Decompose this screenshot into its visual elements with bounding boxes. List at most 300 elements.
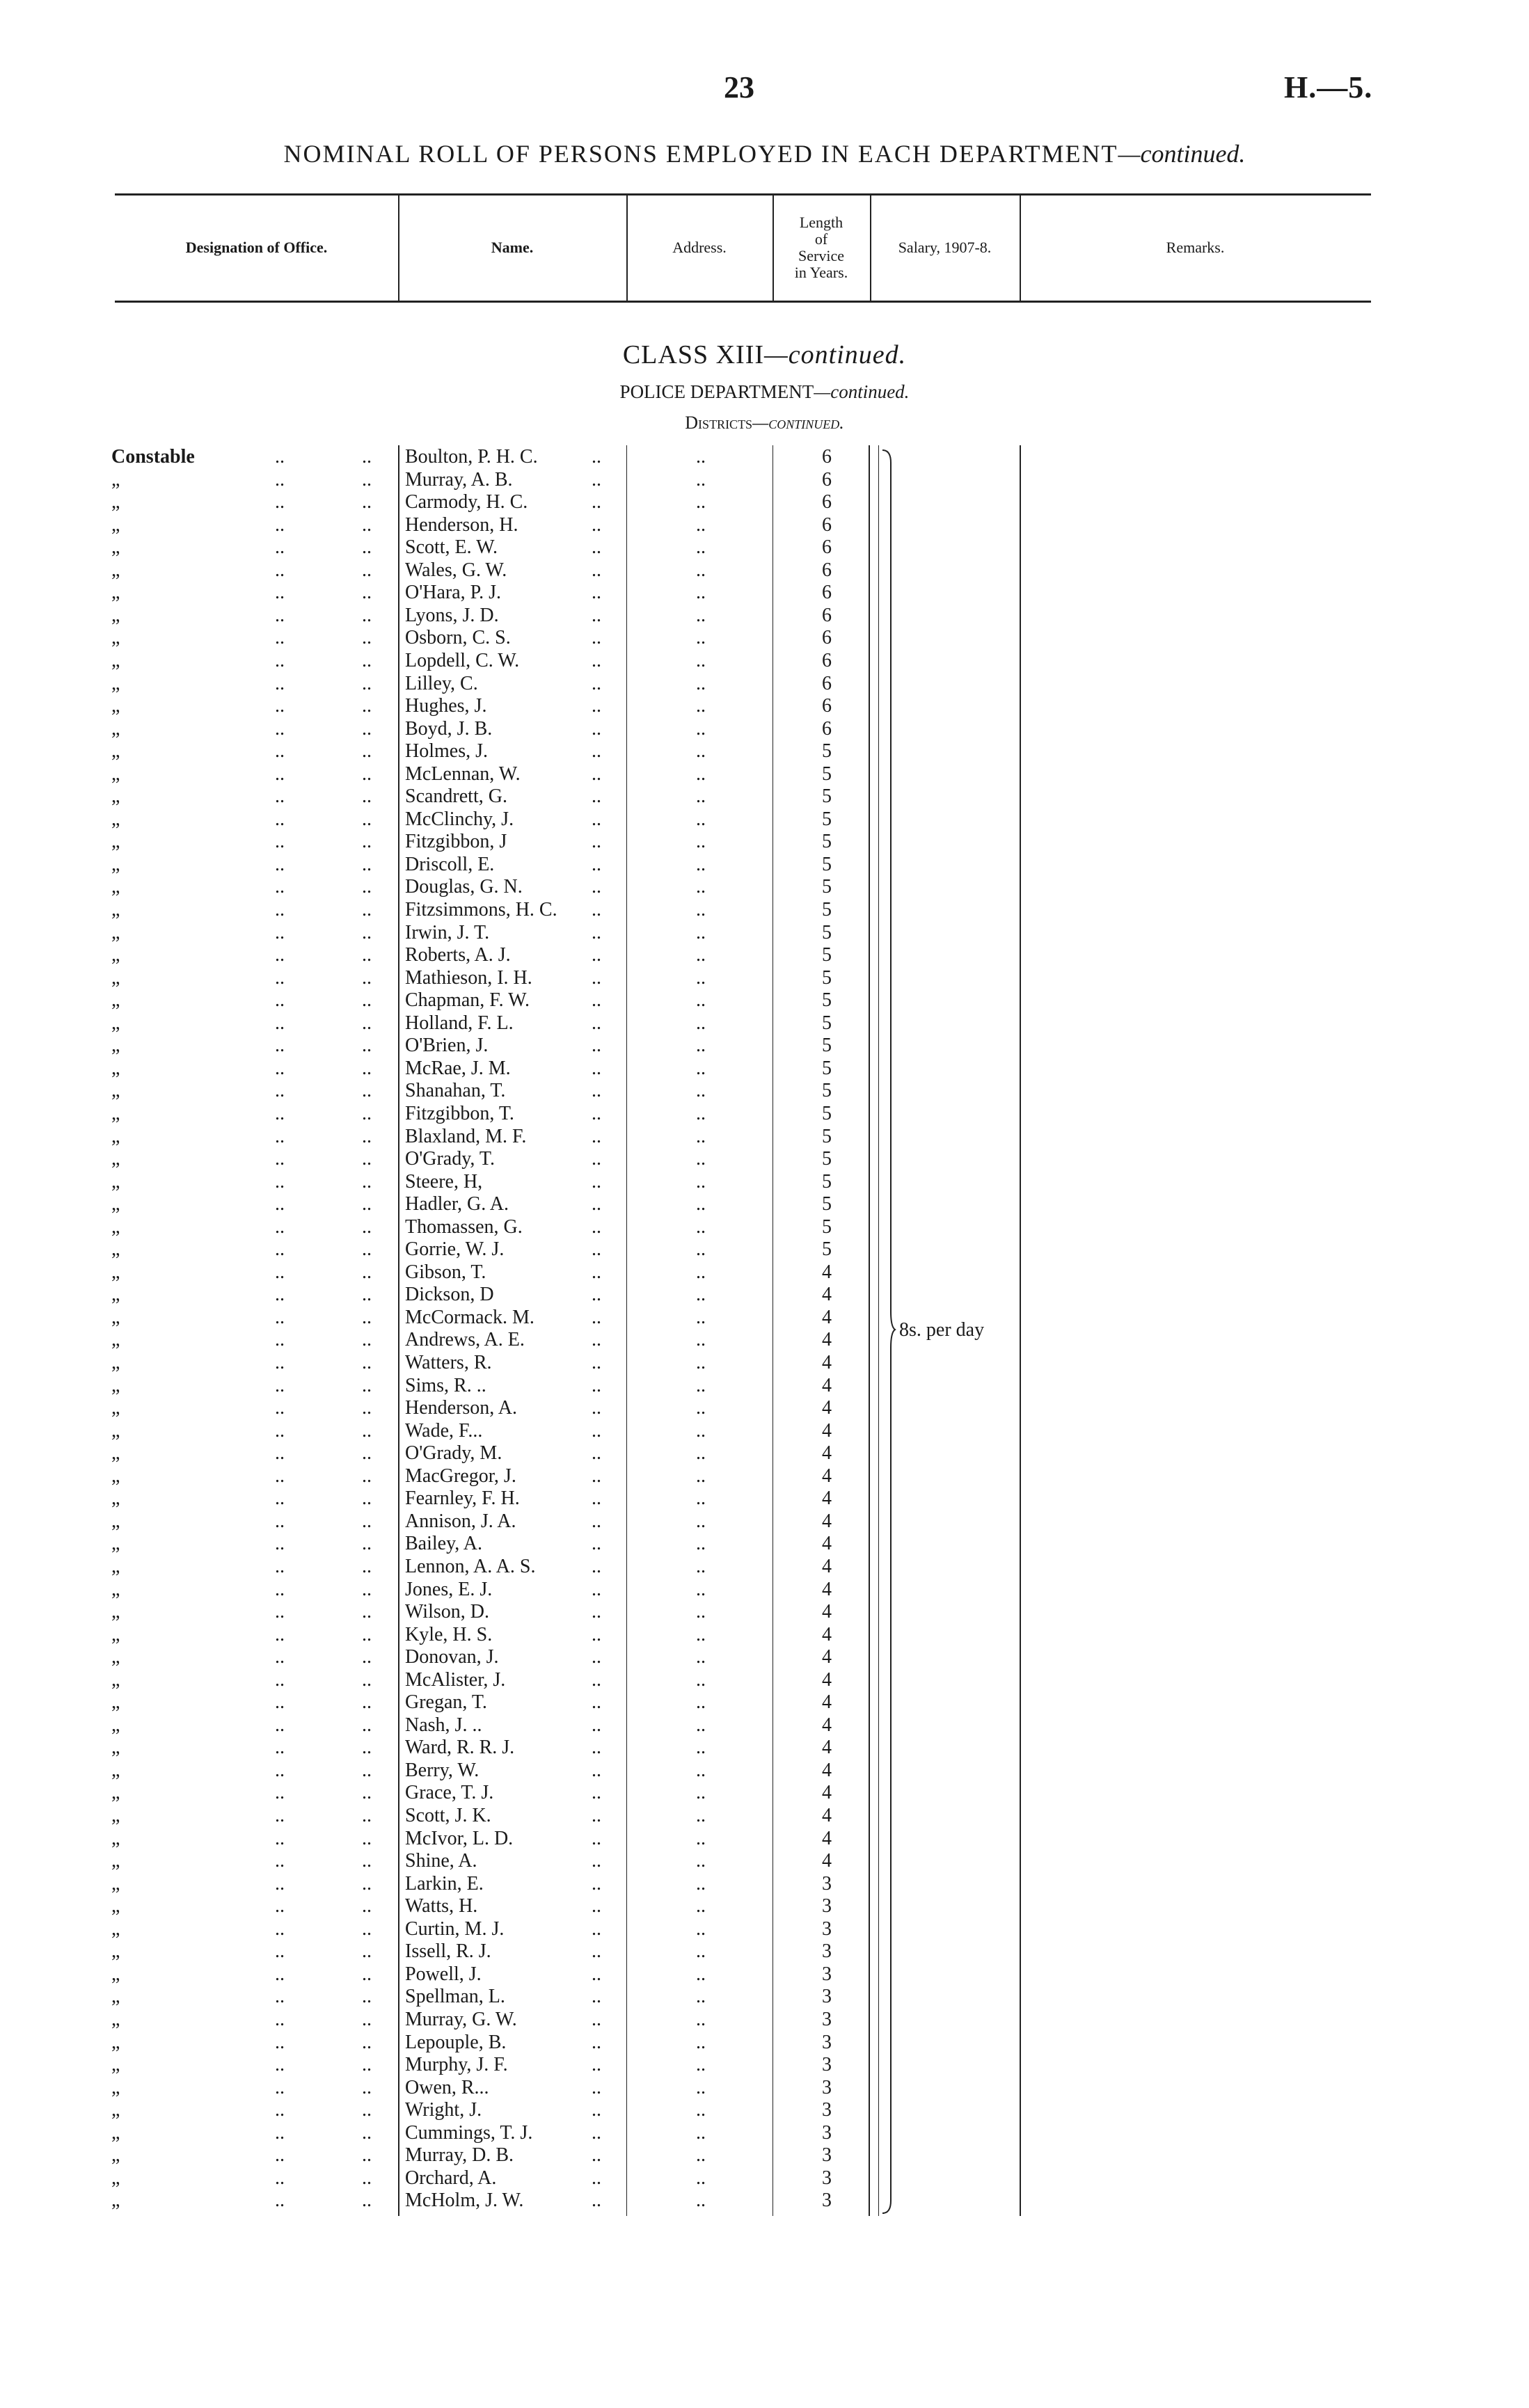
- designation-cell: „: [111, 695, 120, 717]
- table-row: [0, 808, 1529, 831]
- leader-dots: ..: [275, 1963, 285, 1985]
- table-row: [0, 1488, 1529, 1510]
- leader-dots: ..: [592, 491, 601, 513]
- table-row: [0, 1080, 1529, 1102]
- document-reference: H.—5.: [1284, 70, 1373, 104]
- leader-dots: ..: [275, 513, 285, 536]
- designation-cell: „: [111, 491, 120, 513]
- designation-cell: „: [111, 1895, 120, 1917]
- leader-dots: ..: [696, 1352, 706, 1373]
- length-of-service-cell: 4: [822, 1782, 832, 1804]
- page-number: 23: [724, 70, 754, 104]
- length-of-service-cell: 3: [822, 2144, 832, 2167]
- leader-dots: ..: [592, 2190, 601, 2212]
- leader-dots: ..: [696, 740, 706, 763]
- table-row: [0, 1624, 1529, 1646]
- leader-dots: ..: [362, 1850, 372, 1872]
- leader-dots: ..: [362, 1963, 372, 1985]
- leader-dots: ..: [275, 1759, 285, 1781]
- leader-dots: ..: [696, 1419, 706, 1442]
- leader-dots: ..: [592, 740, 601, 763]
- table-row: [0, 1963, 1529, 1986]
- name-cell: Spellman, L.: [405, 1986, 505, 2008]
- leader-dots: ..: [275, 2121, 285, 2144]
- table-row: [0, 2190, 1529, 2212]
- designation-cell: „: [111, 672, 120, 694]
- leader-dots: ..: [362, 2099, 372, 2121]
- table-row: [0, 2099, 1529, 2121]
- length-of-service-cell: 5: [822, 1012, 832, 1034]
- name-cell: Lennon, A. A. S.: [405, 1555, 536, 1577]
- leader-dots: ..: [592, 649, 601, 671]
- designation-cell: „: [111, 1057, 120, 1079]
- length-of-service-cell: 4: [822, 1488, 832, 1510]
- table-row: [0, 1284, 1529, 1306]
- department-heading: [0, 381, 1529, 403]
- leader-dots: ..: [592, 1578, 601, 1600]
- leader-dots: ..: [362, 1578, 372, 1600]
- leader-dots: ..: [592, 763, 601, 785]
- leader-dots: ..: [362, 491, 372, 513]
- leader-dots: ..: [696, 1284, 706, 1306]
- leader-dots: ..: [592, 695, 601, 717]
- table-row: [0, 1760, 1529, 1782]
- leader-dots: ..: [696, 1442, 706, 1465]
- leader-dots: ..: [592, 582, 601, 604]
- designation-cell: „: [111, 717, 120, 740]
- name-cell: O'Grady, M.: [405, 1442, 502, 1465]
- table-row: [0, 967, 1529, 989]
- leader-dots: ..: [592, 808, 601, 830]
- name-cell: Lepouple, B.: [405, 2031, 507, 2053]
- table-row: [0, 2032, 1529, 2054]
- leader-dots: ..: [275, 1668, 285, 1691]
- name-cell: McLennan, W.: [405, 763, 521, 785]
- leader-dots: ..: [362, 1555, 372, 1577]
- leader-dots: ..: [362, 1374, 372, 1396]
- name-cell: O'Hara, P. J.: [405, 582, 502, 604]
- name-cell: Powell, J.: [405, 1963, 482, 1985]
- length-of-service-cell: 5: [822, 1170, 832, 1193]
- leader-dots: ..: [362, 1510, 372, 1532]
- table-row: [0, 1193, 1529, 1215]
- leader-dots: ..: [696, 989, 706, 1012]
- leader-dots: ..: [362, 1148, 372, 1170]
- name-cell: Curtin, M. J.: [405, 1917, 505, 1940]
- name-cell: MacGregor, J.: [405, 1465, 516, 1487]
- table-row: [0, 446, 1529, 468]
- designation-cell: „: [111, 1668, 120, 1691]
- designation-cell: „: [111, 2144, 120, 2167]
- leader-dots: ..: [592, 1352, 601, 1373]
- designation-cell: „: [111, 1917, 120, 1940]
- leader-dots: ..: [362, 627, 372, 649]
- length-of-service-cell: 6: [822, 695, 832, 717]
- length-of-service-cell: 6: [822, 559, 832, 581]
- table-row: [0, 2167, 1529, 2190]
- table-row: [0, 2122, 1529, 2144]
- leader-dots: ..: [362, 1035, 372, 1057]
- leader-dots: ..: [362, 1533, 372, 1555]
- leader-dots: ..: [696, 1329, 706, 1351]
- leader-dots: ..: [696, 786, 706, 808]
- length-of-service-cell: 5: [822, 899, 832, 920]
- leader-dots: ..: [592, 2099, 601, 2121]
- leader-dots: ..: [592, 1442, 601, 1465]
- leader-dots: ..: [592, 1329, 601, 1351]
- leader-dots: ..: [696, 1623, 706, 1645]
- name-cell: Roberts, A. J.: [405, 944, 511, 966]
- length-of-service-cell: 4: [822, 1759, 832, 1781]
- designation-cell: „: [111, 1397, 120, 1419]
- designation-cell: „: [111, 1215, 120, 1238]
- leader-dots: ..: [696, 1578, 706, 1600]
- length-of-service-cell: 4: [822, 1555, 832, 1577]
- length-of-service-cell: 4: [822, 1646, 832, 1668]
- designation-cell: „: [111, 1352, 120, 1373]
- leader-dots: ..: [696, 1895, 706, 1917]
- table-row: [0, 854, 1529, 876]
- name-cell: Murray, A. B.: [405, 468, 513, 491]
- designation-cell: „: [111, 1510, 120, 1532]
- leader-dots: ..: [275, 1465, 285, 1487]
- leader-dots: ..: [696, 2008, 706, 2030]
- leader-dots: ..: [696, 763, 706, 785]
- leader-dots: ..: [362, 1057, 372, 1079]
- length-of-service-cell: 6: [822, 491, 832, 513]
- name-cell: Driscoll, E.: [405, 853, 495, 875]
- designation-cell: „: [111, 513, 120, 536]
- name-cell: Cummings, T. J.: [405, 2121, 533, 2144]
- districts-heading-suffix: —continued.: [752, 413, 844, 433]
- leader-dots: ..: [362, 536, 372, 559]
- designation-cell: „: [111, 1555, 120, 1577]
- leader-dots: ..: [362, 717, 372, 740]
- leader-dots: ..: [362, 2144, 372, 2167]
- leader-dots: ..: [592, 604, 601, 626]
- leader-dots: ..: [275, 1442, 285, 1465]
- table-row: [0, 876, 1529, 898]
- leader-dots: ..: [275, 853, 285, 875]
- length-of-service-cell: 5: [822, 786, 832, 808]
- leader-dots: ..: [275, 1578, 285, 1600]
- leader-dots: ..: [275, 1623, 285, 1645]
- length-of-service-cell: 4: [822, 1306, 832, 1328]
- leader-dots: ..: [362, 1623, 372, 1645]
- leader-dots: ..: [592, 853, 601, 875]
- leader-dots: ..: [275, 1646, 285, 1668]
- leader-dots: ..: [696, 1737, 706, 1759]
- designation-cell: „: [111, 1193, 120, 1215]
- table-row: [0, 1873, 1529, 1895]
- leader-dots: ..: [592, 2167, 601, 2189]
- leader-dots: ..: [275, 1374, 285, 1396]
- department-heading-main: POLICE DEPARTMENT: [619, 381, 814, 402]
- name-cell: O'Brien, J.: [405, 1035, 489, 1057]
- leader-dots: ..: [275, 627, 285, 649]
- length-of-service-cell: 3: [822, 1872, 832, 1895]
- leader-dots: ..: [275, 1148, 285, 1170]
- table-row: [0, 1420, 1529, 1442]
- leader-dots: ..: [362, 513, 372, 536]
- leader-dots: ..: [696, 966, 706, 989]
- leader-dots: ..: [592, 1465, 601, 1487]
- page-title: [0, 139, 1529, 168]
- leader-dots: ..: [592, 717, 601, 740]
- leader-dots: ..: [362, 921, 372, 943]
- designation-cell: „: [111, 1080, 120, 1102]
- designation-cell: „: [111, 1102, 120, 1124]
- name-cell: Chapman, F. W.: [405, 989, 530, 1012]
- leader-dots: ..: [275, 1827, 285, 1849]
- length-of-service-cell: 4: [822, 1419, 832, 1442]
- column-header-designation: Designation of Office.: [185, 239, 328, 256]
- leader-dots: ..: [275, 1917, 285, 1940]
- leader-dots: ..: [275, 1782, 285, 1804]
- leader-dots: ..: [696, 559, 706, 581]
- leader-dots: ..: [275, 1737, 285, 1759]
- length-header-line-2: of: [814, 230, 828, 248]
- designation-cell: „: [111, 627, 120, 649]
- length-of-service-cell: 3: [822, 2099, 832, 2121]
- leader-dots: ..: [275, 695, 285, 717]
- leader-dots: ..: [275, 1057, 285, 1079]
- leader-dots: ..: [592, 1963, 601, 1985]
- leader-dots: ..: [362, 1895, 372, 1917]
- leader-dots: ..: [696, 604, 706, 626]
- leader-dots: ..: [592, 1668, 601, 1691]
- leader-dots: ..: [362, 468, 372, 491]
- designation-cell: „: [111, 1261, 120, 1283]
- name-cell: McRae, J. M.: [405, 1057, 511, 1079]
- table-row: [0, 786, 1529, 808]
- leader-dots: ..: [592, 1488, 601, 1510]
- leader-dots: ..: [362, 1170, 372, 1193]
- length-of-service-cell: 6: [822, 536, 832, 559]
- leader-dots: ..: [275, 763, 285, 785]
- designation-cell: „: [111, 1035, 120, 1057]
- name-cell: McIvor, L. D.: [405, 1827, 514, 1849]
- leader-dots: ..: [362, 944, 372, 966]
- leader-dots: ..: [275, 786, 285, 808]
- leader-dots: ..: [275, 717, 285, 740]
- header-bottom-rule: [115, 301, 1371, 303]
- leader-dots: ..: [275, 1940, 285, 1963]
- table-row: [0, 1442, 1529, 1465]
- length-of-service-cell: 4: [822, 1261, 832, 1283]
- leader-dots: ..: [362, 1442, 372, 1465]
- name-cell: Henderson, H.: [405, 513, 518, 536]
- leader-dots: ..: [592, 1940, 601, 1963]
- name-cell: Wilson, D.: [405, 1601, 489, 1623]
- table-row: [0, 989, 1529, 1012]
- leader-dots: ..: [592, 1895, 601, 1917]
- table-row: [0, 1307, 1529, 1329]
- length-of-service-cell: 5: [822, 1057, 832, 1079]
- designation-cell: „: [111, 1782, 120, 1804]
- name-cell: McClinchy, J.: [405, 808, 514, 830]
- leader-dots: ..: [696, 672, 706, 694]
- length-of-service-cell: 3: [822, 2121, 832, 2144]
- department-heading-suffix: —continued.: [814, 381, 910, 402]
- length-of-service-cell: 6: [822, 604, 832, 626]
- leader-dots: ..: [592, 1533, 601, 1555]
- leader-dots: ..: [592, 899, 601, 920]
- table-row: [0, 831, 1529, 853]
- designation-cell: „: [111, 1646, 120, 1668]
- leader-dots: ..: [592, 786, 601, 808]
- leader-dots: ..: [592, 627, 601, 649]
- designation-cell: „: [111, 1148, 120, 1170]
- leader-dots: ..: [275, 2076, 285, 2098]
- leader-dots: ..: [592, 1170, 601, 1193]
- name-cell: Annison, J. A.: [405, 1510, 516, 1532]
- leader-dots: ..: [362, 1261, 372, 1283]
- table-row: [0, 1850, 1529, 1872]
- name-cell: McHolm, J. W.: [405, 2190, 524, 2212]
- leader-dots: ..: [592, 1397, 601, 1419]
- leader-dots: ..: [275, 989, 285, 1012]
- leader-dots: ..: [362, 1940, 372, 1963]
- name-cell: Gibson, T.: [405, 1261, 486, 1283]
- length-of-service-cell: 4: [822, 1510, 832, 1532]
- name-cell: Fitzgibbon, J: [405, 831, 507, 853]
- length-of-service-cell: 3: [822, 1963, 832, 1985]
- leader-dots: ..: [696, 2190, 706, 2212]
- leader-dots: ..: [696, 1555, 706, 1577]
- leader-dots: ..: [275, 1872, 285, 1895]
- leader-dots: ..: [362, 1759, 372, 1781]
- leader-dots: ..: [696, 2031, 706, 2053]
- name-cell: Irwin, J. T.: [405, 921, 490, 943]
- length-of-service-cell: 4: [822, 1374, 832, 1396]
- length-of-service-cell: 4: [822, 1465, 832, 1487]
- leader-dots: ..: [592, 966, 601, 989]
- table-row: [0, 1579, 1529, 1601]
- designation-cell: „: [111, 2076, 120, 2098]
- districts-heading-main: Districts: [685, 413, 753, 433]
- leader-dots: ..: [696, 1261, 706, 1283]
- designation-cell: „: [111, 1284, 120, 1306]
- leader-dots: ..: [275, 1170, 285, 1193]
- table-row: [0, 1918, 1529, 1940]
- table-row: [0, 763, 1529, 786]
- designation-cell: „: [111, 944, 120, 966]
- length-of-service-cell: 6: [822, 672, 832, 694]
- leader-dots: ..: [362, 1782, 372, 1804]
- length-of-service-cell: 4: [822, 1601, 832, 1623]
- table-row: [0, 1714, 1529, 1737]
- leader-dots: ..: [592, 1872, 601, 1895]
- name-cell: Lopdell, C. W.: [405, 649, 520, 671]
- designation-cell: „: [111, 831, 120, 853]
- table-row: [0, 1691, 1529, 1714]
- length-of-service-cell: 4: [822, 1284, 832, 1306]
- length-of-service-cell: 4: [822, 1805, 832, 1826]
- name-cell: Steere, H,: [405, 1170, 483, 1193]
- leader-dots: ..: [362, 604, 372, 626]
- leader-dots: ..: [362, 2076, 372, 2098]
- leader-dots: ..: [592, 468, 601, 491]
- leader-dots: ..: [592, 1986, 601, 2008]
- name-cell: Scandrett, G.: [405, 786, 507, 808]
- leader-dots: ..: [592, 1193, 601, 1215]
- table-row: [0, 1012, 1529, 1035]
- designation-cell: „: [111, 740, 120, 763]
- leader-dots: ..: [362, 672, 372, 694]
- leader-dots: ..: [696, 1986, 706, 2008]
- leader-dots: ..: [592, 1419, 601, 1442]
- leader-dots: ..: [362, 989, 372, 1012]
- table-row: [0, 1261, 1529, 1284]
- name-cell: Donovan, J.: [405, 1646, 499, 1668]
- leader-dots: ..: [696, 1872, 706, 1895]
- leader-dots: ..: [275, 921, 285, 943]
- leader-dots: ..: [592, 2054, 601, 2076]
- leader-dots: ..: [362, 1012, 372, 1034]
- designation-cell: „: [111, 1737, 120, 1759]
- leader-dots: ..: [592, 1601, 601, 1623]
- leader-dots: ..: [696, 1170, 706, 1193]
- leader-dots: ..: [362, 649, 372, 671]
- length-of-service-cell: 5: [822, 1102, 832, 1124]
- designation-cell: „: [111, 2167, 120, 2189]
- length-of-service-cell: 4: [822, 1329, 832, 1351]
- leader-dots: ..: [362, 2167, 372, 2189]
- length-of-service-cell: 6: [822, 513, 832, 536]
- name-cell: Kyle, H. S.: [405, 1623, 493, 1645]
- leader-dots: ..: [696, 1963, 706, 1985]
- length-of-service-cell: 5: [822, 1238, 832, 1261]
- leader-dots: ..: [362, 831, 372, 853]
- designation-cell: „: [111, 1714, 120, 1736]
- leader-dots: ..: [275, 2054, 285, 2076]
- leader-dots: ..: [275, 740, 285, 763]
- table-row: [0, 1782, 1529, 1804]
- table-row: [0, 1646, 1529, 1668]
- designation-cell: „: [111, 1691, 120, 1714]
- leader-dots: ..: [696, 921, 706, 943]
- table-row: [0, 1171, 1529, 1193]
- length-of-service-cell: 4: [822, 1397, 832, 1419]
- leader-dots: ..: [275, 2144, 285, 2167]
- name-cell: Watters, R.: [405, 1352, 492, 1373]
- length-of-service-cell: 6: [822, 582, 832, 604]
- leader-dots: ..: [592, 2008, 601, 2030]
- leader-dots: ..: [592, 1827, 601, 1849]
- name-cell: Dickson, D: [405, 1284, 494, 1306]
- leader-dots: ..: [275, 944, 285, 966]
- leader-dots: ..: [275, 559, 285, 581]
- name-cell: Boyd, J. B.: [405, 717, 493, 740]
- leader-dots: ..: [696, 649, 706, 671]
- leader-dots: ..: [696, 2167, 706, 2189]
- table-row: [0, 650, 1529, 672]
- leader-dots: ..: [696, 1374, 706, 1396]
- name-cell: Jones, E. J.: [405, 1578, 493, 1600]
- leader-dots: ..: [362, 740, 372, 763]
- name-cell: Holland, F. L.: [405, 1012, 514, 1034]
- leader-dots: ..: [362, 966, 372, 989]
- name-cell: Berry, W.: [405, 1759, 480, 1781]
- designation-cell: „: [111, 1601, 120, 1623]
- leader-dots: ..: [592, 1306, 601, 1328]
- designation-cell: „: [111, 1963, 120, 1985]
- designation-cell: „: [111, 1578, 120, 1600]
- leader-dots: ..: [275, 536, 285, 559]
- name-cell: Murray, G. W.: [405, 2008, 517, 2030]
- leader-dots: ..: [362, 446, 372, 468]
